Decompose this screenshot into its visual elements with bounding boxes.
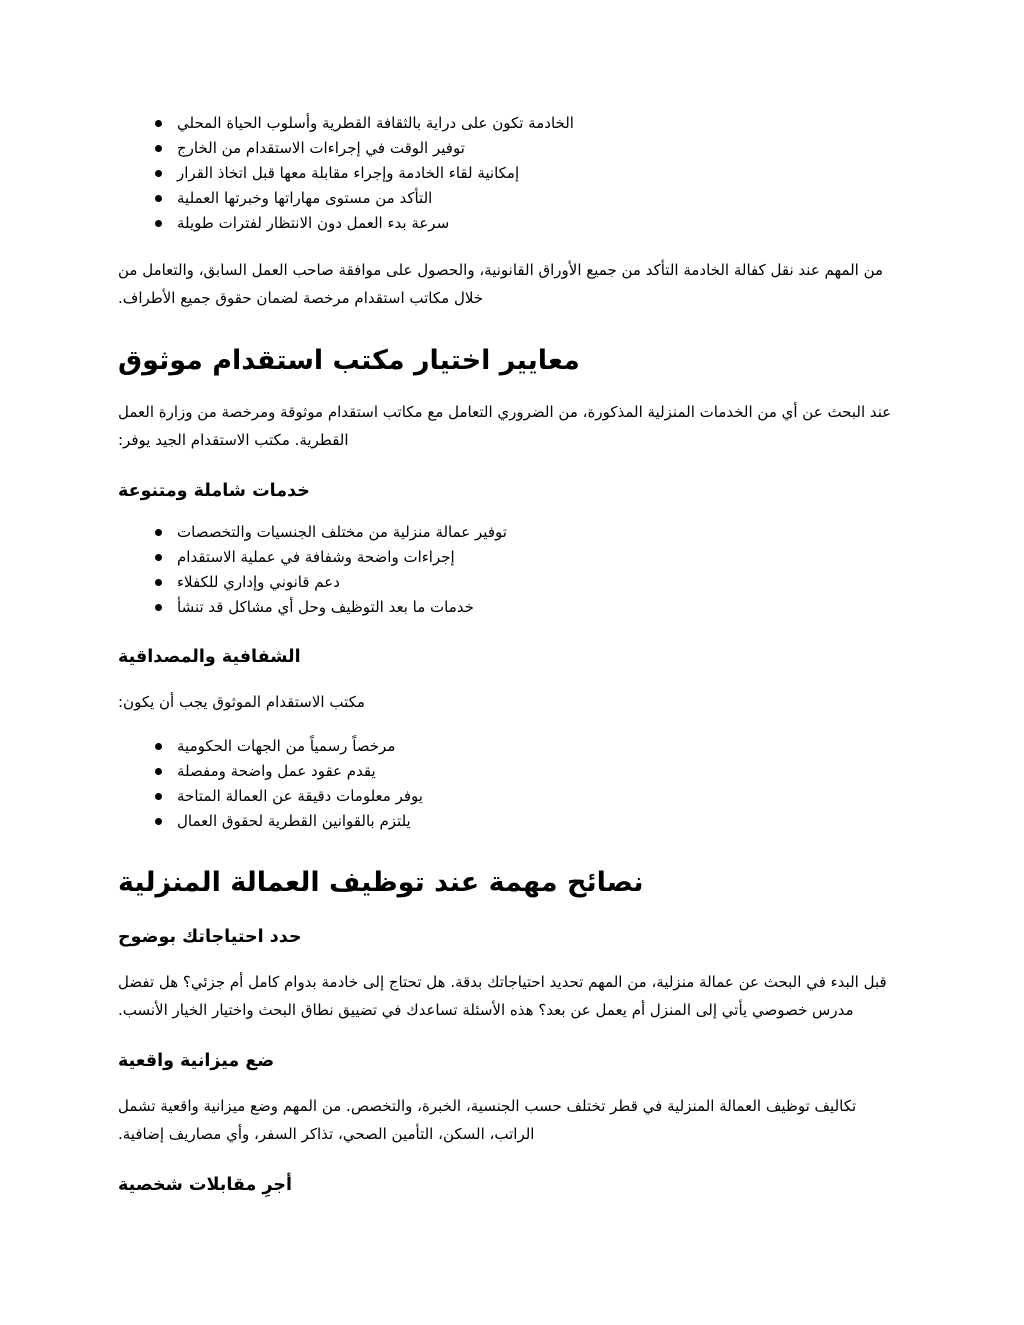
list-item <box>118 784 905 809</box>
list-item <box>118 136 905 161</box>
list-item-text: يوفر معلومات دقيقة عن العمالة المتاحة <box>177 787 423 805</box>
subsection-title-budget: ضع ميزانية واقعية <box>118 1051 275 1071</box>
bullet-icon <box>155 818 162 825</box>
bullet-icon <box>155 195 162 202</box>
bullet-icon <box>155 220 162 227</box>
intro-benefits-list <box>118 111 905 236</box>
list-item <box>118 545 905 570</box>
list-item-text: إمكانية لقاء الخادمة وإجراء مقابلة معها قبل اتخاذ القرار <box>177 164 520 182</box>
list-item <box>118 570 905 595</box>
services-list <box>118 520 905 620</box>
bullet-icon <box>155 554 162 561</box>
subsection-title-services: خدمات شاملة ومتنوعة <box>118 481 310 501</box>
document-body <box>118 111 905 1196</box>
list-item-text: إجراءات واضحة وشفافة في عملية الاستقدام <box>177 548 455 566</box>
bullet-icon <box>155 529 162 536</box>
list-item-text: مرخصاً رسمياً من الجهات الحكومية <box>177 737 396 755</box>
bullet-icon <box>155 120 162 127</box>
intro-paragraph: من المهم عند نقل كفالة الخادمة التأكد من جميع الأوراق القانونية، والحصول على موافقة صاحب العمل السابق، والتعامل من خلال مكاتب استقدام مرخصة لضمان حقوق جميع الأطراف. <box>118 261 884 307</box>
bullet-icon <box>155 579 162 586</box>
subsection-title-needs: حدد احتياجاتك بوضوح <box>118 927 302 947</box>
list-item <box>118 734 905 759</box>
list-item-text: توفير عمالة منزلية من مختلف الجنسيات والتخصصات <box>177 523 507 541</box>
list-item <box>118 111 905 136</box>
list-item-text: الخادمة تكون على دراية بالثقافة القطرية وأسلوب الحياة المحلي <box>177 114 574 132</box>
list-item <box>118 595 905 620</box>
list-item-text: يقدم عقود عمل واضحة ومفصلة <box>177 762 376 780</box>
budget-paragraph: تكاليف توظيف العمالة المنزلية في قطر تختلف حسب الجنسية، الخبرة، والتخصص. من المهم وضع ميزانية واقعية تشمل الراتب، السكن، التأمين الصحي، تذاكر السفر، وأي مصاريف إضافية. <box>118 1097 857 1143</box>
bullet-icon <box>155 793 162 800</box>
list-item <box>118 211 905 236</box>
subsection-title-transparency: الشفافية والمصداقية <box>118 647 301 667</box>
list-item-text: توفير الوقت في إجراءات الاستقدام من الخارج <box>177 139 465 157</box>
list-item-text: خدمات ما بعد التوظيف وحل أي مشاكل قد تنشأ <box>177 598 474 616</box>
list-item <box>118 759 905 784</box>
bullet-icon <box>155 604 162 611</box>
needs-paragraph: قبل البدء في البحث عن عمالة منزلية، من المهم تحديد احتياجاتك بدقة. هل تحتاج إلى خادمة بدوام كامل أم جزئي؟ هل تفضل مدرس خصوصي يأتي إلى المنزل أم يعمل عن بعد؟ هذه الأسئلة تساعدك في تضييق نطاق البحث واختيار الخيار الأنسب. <box>118 973 887 1019</box>
bullet-icon <box>155 145 162 152</box>
list-item-text: دعم قانوني وإداري للكفلاء <box>177 573 340 591</box>
section-title-criteria: معايير اختيار مكتب استقدام موثوق <box>118 345 580 376</box>
list-item <box>118 161 905 186</box>
transparency-list <box>118 734 905 834</box>
list-item-text: يلتزم بالقوانين القطرية لحقوق العمال <box>177 812 411 830</box>
subsection-title-interviews: أجرِ مقابلات شخصية <box>118 1175 292 1195</box>
bullet-icon <box>155 768 162 775</box>
list-item-text: التأكد من مستوى مهاراتها وخبرتها العملية <box>177 189 433 207</box>
transparency-intro-paragraph: مكتب الاستقدام الموثوق يجب أن يكون: <box>118 693 365 711</box>
criteria-intro-paragraph: عند البحث عن أي من الخدمات المنزلية المذكورة، من الضروري التعامل مع مكاتب استقدام موثوقة ومرخصة من وزارة العمل القطرية. مكتب الاستقدام الجيد يوفر: <box>118 403 892 449</box>
list-item <box>118 520 905 545</box>
list-item <box>118 186 905 211</box>
section-title-tips: نصائح مهمة عند توظيف العمالة المنزلية <box>118 867 644 898</box>
list-item-text: سرعة بدء العمل دون الانتظار لفترات طويلة <box>177 214 450 232</box>
bullet-icon <box>155 170 162 177</box>
bullet-icon <box>155 743 162 750</box>
list-item <box>118 809 905 834</box>
